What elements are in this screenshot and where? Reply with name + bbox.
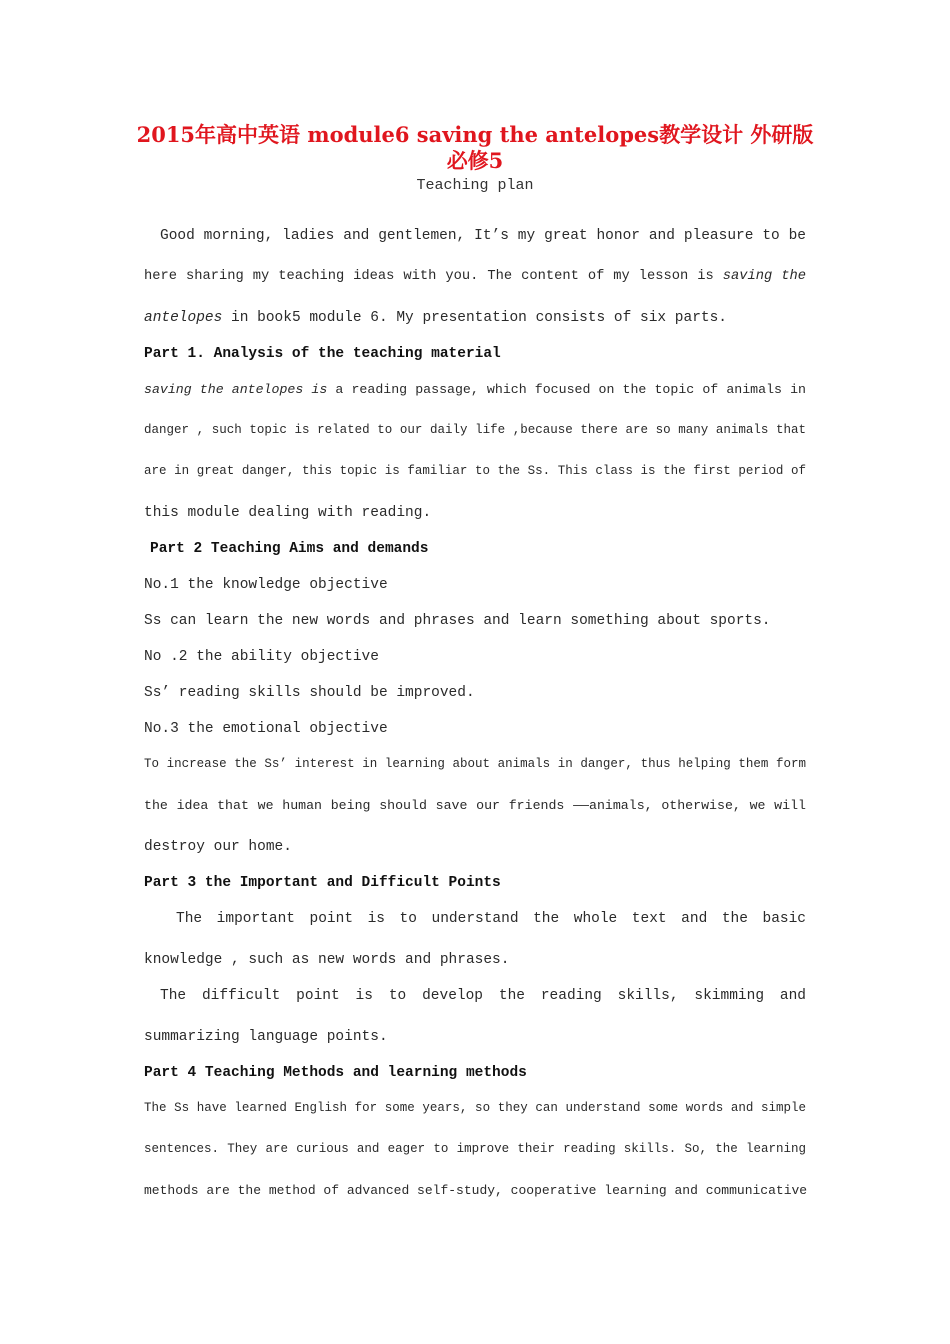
- objective-2-title: No .2 the ability objective: [144, 649, 379, 665]
- title-line-1: 2015年高中英语 module6 saving the antelopes教学设计 外研版: [136, 122, 814, 147]
- difficult-point-line-2: summarizing language points.: [144, 1029, 388, 1045]
- part1-line-1: [144, 382, 806, 397]
- intro-line-2-text: here sharing my teaching ideas with you. The content of my lesson is: [144, 269, 714, 284]
- title-line-2: 必修5: [446, 148, 504, 173]
- part4-line-1: The Ss have learned English for some years, so they can understand some words and simple: [144, 1101, 806, 1115]
- objective-3-line-3: destroy our home.: [144, 839, 292, 855]
- intro-line-3-italic: antelopes: [144, 310, 223, 326]
- intro-line-3-text: in book5 module 6. My presentation consists of six parts.: [231, 310, 728, 326]
- document-title: [120, 122, 830, 174]
- objective-3-line-2: the idea that we human being should save our friends ——animals, otherwise, we will: [144, 798, 806, 813]
- important-point-line-1: The important point is to understand the whole text and the basic: [176, 911, 806, 927]
- objective-3-line-1: To increase the Ss’ interest in learning about animals in danger, thus helping them form: [144, 757, 806, 771]
- objective-1-text: Ss can learn the new words and phrases and learn something about sports.: [144, 613, 771, 629]
- difficult-point-line-1: The difficult point is to develop the reading skills, skimming and: [160, 988, 806, 1004]
- objective-3-title: No.3 the emotional objective: [144, 721, 388, 737]
- intro-line-3: [144, 310, 806, 326]
- part1-line-1-text: a reading passage, which focused on the topic of animals in: [335, 382, 806, 397]
- objective-2-text: Ss’ reading skills should be improved.: [144, 685, 475, 701]
- objective-1-title: No.1 the knowledge objective: [144, 577, 388, 593]
- important-point-line-2: knowledge , such as new words and phrases.: [144, 952, 510, 968]
- part1-line-2: danger , such topic is related to our daily life ,because there are so many animals that: [144, 423, 806, 437]
- part4-line-2: sentences. They are curious and eager to improve their reading skills. So, the learning: [144, 1142, 806, 1156]
- part4-line-3: methods are the method of advanced self-study, cooperative learning and communicative: [144, 1183, 808, 1198]
- intro-line-2: [144, 269, 806, 284]
- document-subtitle: Teaching plan: [416, 177, 534, 194]
- part1-line-1-italic: saving the antelopes is: [144, 382, 328, 397]
- part1-line-4: this module dealing with reading.: [144, 505, 432, 521]
- part3-heading: Part 3 the Important and Difficult Points: [144, 875, 501, 891]
- part2-heading: Part 2 Teaching Aims and demands: [150, 541, 429, 557]
- intro-line-1: Good morning, ladies and gentlemen, It’s my great honor and pleasure to be: [160, 228, 806, 244]
- part1-line-3: are in great danger, this topic is familiar to the Ss. This class is the first period of: [144, 464, 806, 478]
- part4-heading: Part 4 Teaching Methods and learning methods: [144, 1065, 527, 1081]
- intro-line-2-italic: saving the: [722, 269, 807, 284]
- part1-heading: Part 1. Analysis of the teaching material: [144, 346, 501, 362]
